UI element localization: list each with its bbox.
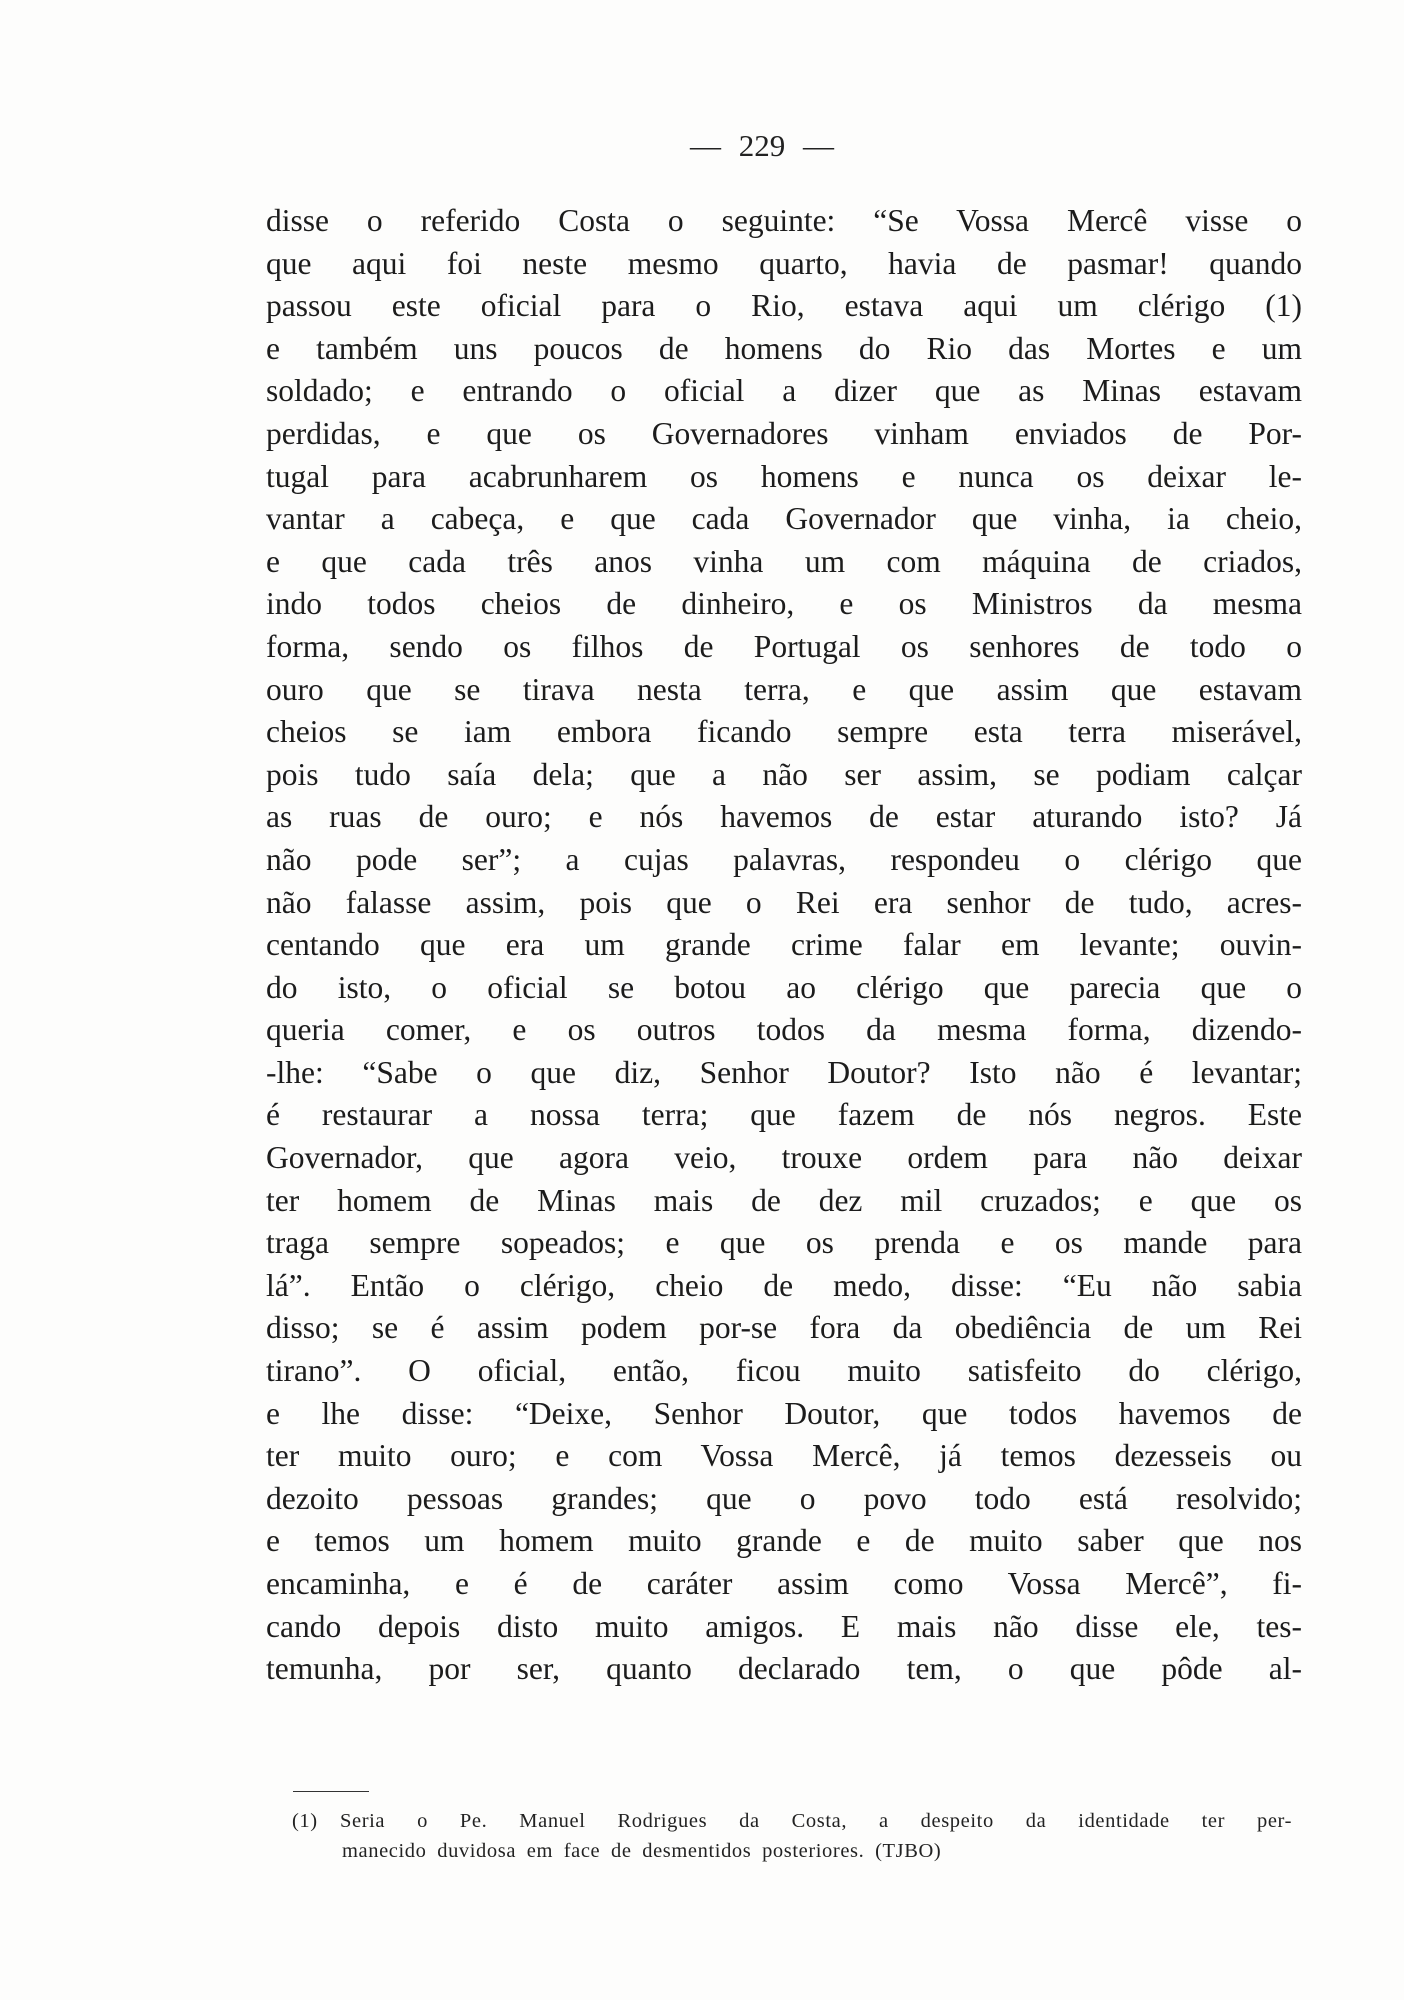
body-text [266,200,1302,1691]
body-line: disse o referido Costa o seguinte: “Se Vossa Mercê visse o [266,203,1302,238]
body-line: temunha, por ser, quanto declarado tem, o que pôde al- [266,1651,1302,1687]
footnote-divider [293,1791,369,1792]
body-line: não pode ser”; a cujas palavras, respondeu o clérigo que [266,841,1302,877]
page-number-value: 229 [738,128,786,163]
footnote-text-1: Seria o Pe. Manuel Rodrigues da Costa, a despeito da identidade ter per- [340,1810,1292,1832]
body-line: disso; se é assim podem por-se fora da obediência de um Rei [266,1310,1302,1346]
body-line: soldado; e entrando o oficial a dizer que as Minas estavam [266,373,1302,409]
body-line: não falasse assim, pois que o Rei era senhor de tudo, acres- [266,884,1302,920]
footnote-line-1 [292,1806,1292,1836]
body-line: cheios se iam embora ficando sempre esta terra miserável, [266,714,1302,750]
body-line: centando que era um grande crime falar em levante; ouvin- [266,927,1302,963]
body-line: traga sempre sopeados; e que os prenda e os mande para [266,1225,1302,1261]
body-line: ter homem de Minas mais de dez mil cruzados; e que os [266,1182,1302,1218]
footnote-line-2: manecido duvidosa em face de desmentidos posteriores. (TJBO) [342,1840,942,1862]
body-line: forma, sendo os filhos de Portugal os senhores de todo o [266,628,1302,664]
body-line: ter muito ouro; e com Vossa Mercê, já temos dezesseis ou [266,1438,1302,1474]
body-line: tirano”. O oficial, então, ficou muito satisfeito do clérigo, [266,1353,1302,1389]
footnote [292,1806,1292,1866]
body-line: e que cada três anos vinha um com máquina de criados, [266,543,1302,579]
body-line: indo todos cheios de dinheiro, e os Ministros da mesma [266,586,1302,622]
body-line: queria comer, e os outros todos da mesma forma, dizendo- [266,1012,1302,1048]
body-line: perdidas, e que os Governadores vinham enviados de Por- [266,415,1302,451]
body-line: e também uns poucos de homens do Rio das Mortes e um [266,330,1302,366]
body-line: e temos um homem muito grande e de muito saber que nos [266,1523,1302,1559]
body-line: passou este oficial para o Rio, estava aqui um clérigo (1) [266,288,1302,324]
body-line: que aqui foi neste mesmo quarto, havia de pasmar! quando [266,245,1302,281]
body-line: -lhe: “Sabe o que diz, Senhor Doutor? Isto não é levantar; [266,1054,1302,1090]
page-number-dash-right: — [803,128,834,163]
body-line: pois tudo saía dela; que a não ser assim, se podiam calçar [266,756,1302,792]
body-line: é restaurar a nossa terra; que fazem de nós negros. Este [266,1097,1302,1133]
body-line: dezoito pessoas grandes; que o povo todo está resolvido; [266,1480,1302,1516]
body-line: do isto, o oficial se botou ao clérigo que parecia que o [266,969,1302,1005]
body-line: ouro que se tirava nesta terra, e que assim que estavam [266,671,1302,707]
footnote-marker: (1) [292,1810,318,1832]
body-line: cando depois disto muito amigos. E mais não disse ele, tes- [266,1608,1302,1644]
body-line: as ruas de ouro; e nós havemos de estar aturando isto? Já [266,799,1302,835]
body-line: lá”. Então o clérigo, cheio de medo, disse: “Eu não sabia [266,1267,1302,1303]
body-line: vantar a cabeça, e que cada Governador que vinha, ia cheio, [266,501,1302,537]
page-number-dash-left: — [690,128,721,163]
body-line: e lhe disse: “Deixe, Senhor Doutor, que todos havemos de [266,1395,1302,1431]
body-line: encaminha, e é de caráter assim como Vossa Mercê”, fi- [266,1566,1302,1601]
body-line: tugal para acabrunharem os homens e nunca os deixar le- [266,458,1302,494]
body-line: Governador, que agora veio, trouxe ordem para não deixar [266,1140,1302,1176]
page-number [0,128,1404,164]
